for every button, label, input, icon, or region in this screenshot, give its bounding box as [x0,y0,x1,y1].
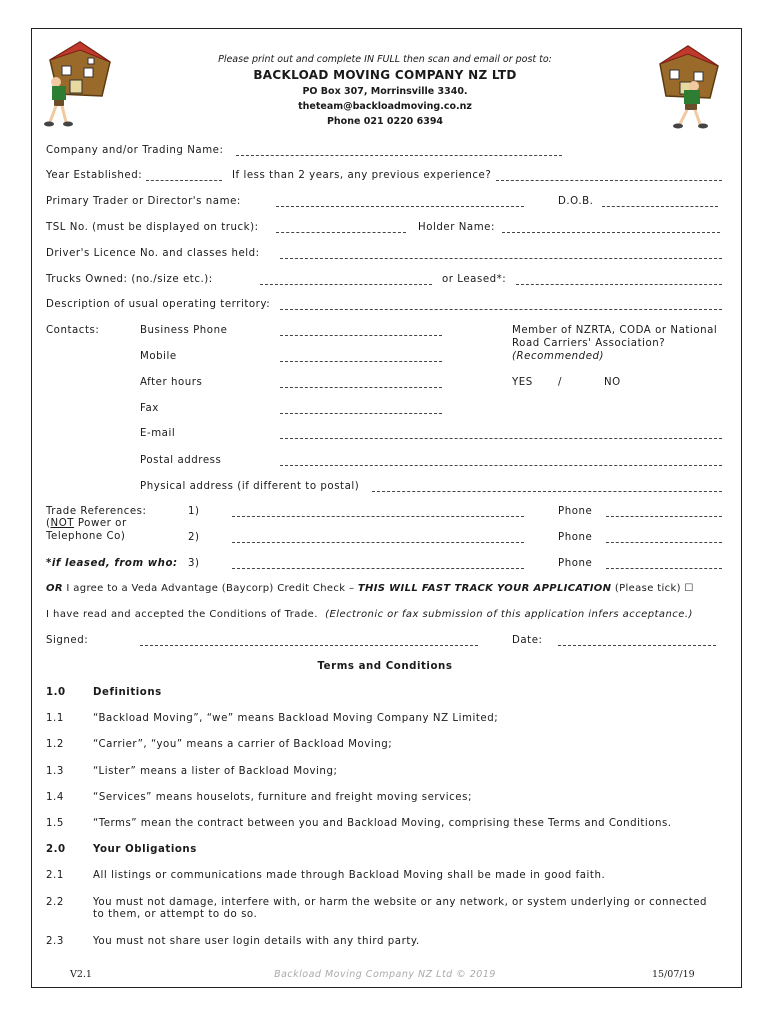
dob-label: D.O.B. [558,196,594,207]
ref-2-phone-field[interactable] [606,542,722,543]
year-field[interactable] [146,180,222,181]
term-num: 2.1 [46,870,64,881]
term-num: 1.0 [46,687,66,698]
year-label: Year Established: [46,170,143,181]
company-name-field[interactable] [236,155,562,156]
ref-3-number: 3) [188,558,200,569]
member-line-3: (Recommended) [512,351,605,362]
ref-2-phone-label: Phone [558,532,593,543]
experience-field[interactable] [496,180,722,181]
holder-label: Holder Name: [418,222,495,233]
trucks-leased-field[interactable] [516,284,722,285]
term-text: All listings or communications made through Backload Moving shall be made in good faith. [93,870,606,881]
licence-label: Driver's Licence No. and classes held: [46,248,260,259]
fax-field[interactable] [280,413,442,414]
term-num: 2.2 [46,897,64,908]
signature-field[interactable] [140,645,478,646]
member-slash: / [558,377,562,388]
after-hours-label: After hours [140,377,203,388]
trucks-label: Trucks Owned: (no./size etc.): [46,274,213,285]
trader-label: Primary Trader or Director's name: [46,196,241,207]
contact-email[interactable]: theteam@backloadmoving.co.nz [298,101,472,112]
company-label: Company and/or Trading Name: [46,145,224,156]
ref-1-phone-field[interactable] [606,516,722,517]
fax-label: Fax [140,403,159,414]
term-num: 2.0 [46,844,66,855]
member-yes-option[interactable]: YES [512,377,533,388]
signed-label: Signed: [46,635,89,646]
member-line-1: Member of NZRTA, CODA or National [512,325,718,336]
postal-label: Postal address [140,455,222,466]
ref-2-field[interactable] [232,542,524,543]
ref-3-field[interactable] [232,568,524,569]
term-text: You must not share user login details with any third party. [93,936,420,947]
tsl-field[interactable] [276,232,406,233]
term-text: You must not damage, interfere with, or harm the website or any network, or system underlying or connected [93,897,707,908]
date-field[interactable] [558,645,716,646]
term-num: 1.2 [46,739,64,750]
term-text: “Carrier”, “you” means a carrier of Backload Moving; [93,739,393,750]
ref-1-field[interactable] [232,516,524,517]
accepted-conditions: I have read and accepted the Conditions of Trade. (Electronic or fax submission of this application infers acceptance.) [46,609,693,620]
physical-label: Physical address (if different to postal) [140,481,360,492]
email-field[interactable] [280,438,722,439]
mobile-label: Mobile [140,351,177,362]
tsl-label: TSL No. (must be displayed on truck): [46,222,259,233]
version-label: V2.1 [70,969,92,980]
trucks-owned-field[interactable] [260,284,432,285]
term-num: 1.3 [46,766,64,777]
terms-title: Terms and Conditions [317,661,453,672]
business-phone-field[interactable] [280,335,442,336]
ref-1-phone-label: Phone [558,506,593,517]
trade-refs-note: (NOT Power or [46,518,127,529]
term-text: “Services” means houselots, furniture and freight moving services; [93,792,472,803]
dob-field[interactable] [602,206,718,207]
copyright: Backload Moving Company NZ Ltd © 2019 [274,969,496,980]
email-label: E-mail [140,428,176,439]
term-heading: Definitions [93,687,162,698]
member-no-option[interactable]: NO [604,377,621,388]
after-hours-field[interactable] [280,387,442,388]
term-text: “Lister” means a lister of Backload Moving; [93,766,338,777]
physical-address-field[interactable] [372,491,722,492]
leased-from-label: *if leased, from who: [46,558,178,569]
postal-address-field[interactable] [280,465,722,466]
ref-3-phone-field[interactable] [606,568,722,569]
trade-refs-note-2: Telephone Co) [46,531,126,542]
business-phone-label: Business Phone [140,325,228,336]
company-name: BACKLOAD MOVING COMPANY NZ LTD [253,68,517,82]
member-line-2: Road Carriers' Association? [512,338,666,349]
term-text: “Terms” mean the contract between you and Backload Moving, comprising these Terms and Conditions. [93,818,672,829]
footer-date: 15/07/19 [652,969,695,980]
trade-refs-label: Trade References: [46,506,147,517]
leased-label: or Leased*: [442,274,507,285]
term-heading: Your Obligations [93,844,197,855]
ref-2-number: 2) [188,532,200,543]
mobile-field[interactable] [280,361,442,362]
territory-label: Description of usual operating territory: [46,299,271,310]
term-num: 1.1 [46,713,64,724]
term-num: 1.4 [46,792,64,803]
contact-phone: Phone 021 0220 6394 [326,116,444,127]
ref-3-phone-label: Phone [558,558,593,569]
term-text: “Backload Moving”, “we” means Backload Moving Company NZ Limited; [93,713,499,724]
term-text-continued: to them, or attempt to do so. [93,909,258,920]
holder-field[interactable] [502,232,720,233]
term-num: 2.3 [46,936,64,947]
territory-field[interactable] [280,309,722,310]
header-intro: Please print out and complete IN FULL then scan and email or post to: [218,54,552,65]
ref-1-number: 1) [188,506,200,517]
licence-field[interactable] [280,258,722,259]
contacts-label: Contacts: [46,325,100,336]
postal-address: PO Box 307, Morrinsville 3340. [302,86,468,97]
trader-field[interactable] [276,206,524,207]
credit-check-line[interactable]: OR I agree to a Veda Advantage (Baycorp) Credit Check – THIS WILL FAST TRACK YOUR APPLICATION (Please tick) ☐ [46,583,694,594]
term-num: 1.5 [46,818,64,829]
date-label: Date: [512,635,543,646]
experience-label: If less than 2 years, any previous experience? [232,170,492,181]
